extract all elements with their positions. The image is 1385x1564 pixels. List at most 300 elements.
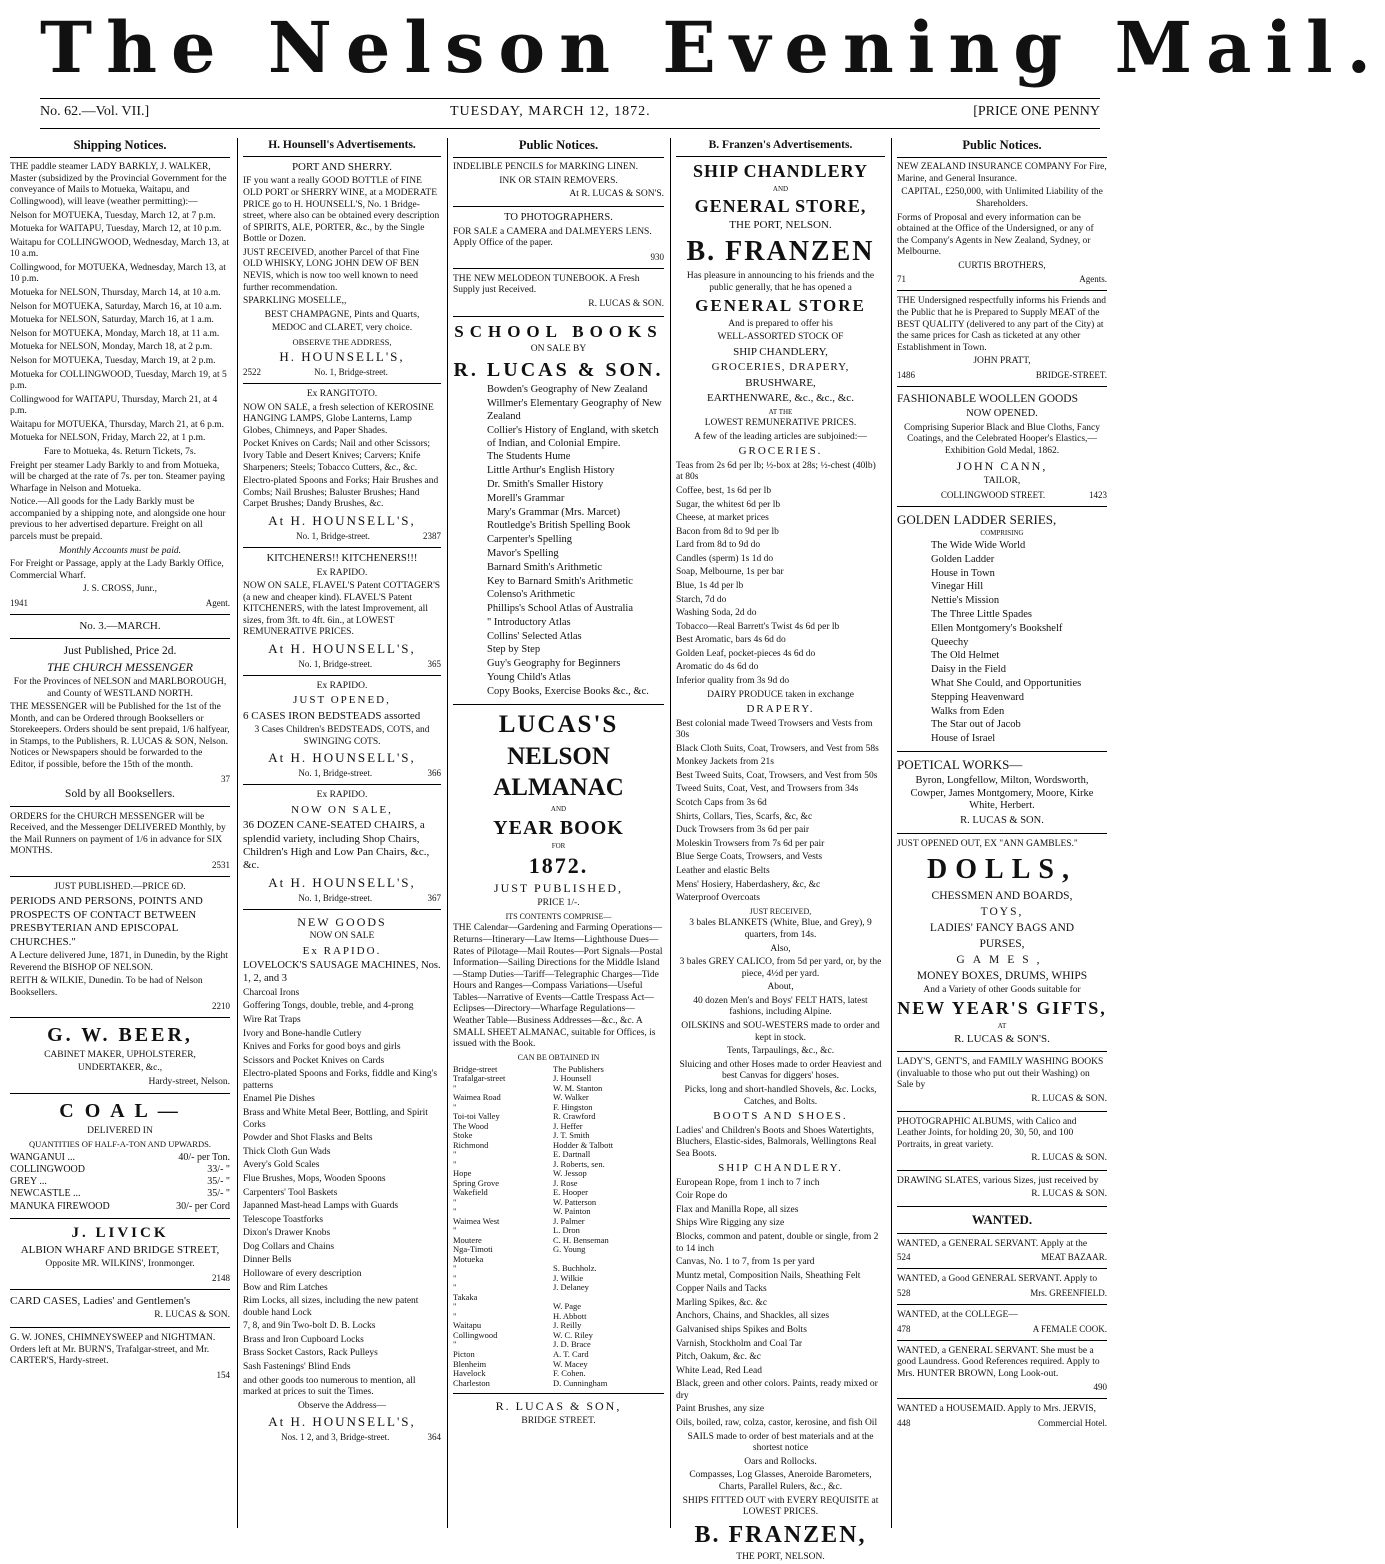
hounsell-item: Goffering Tongs, double, treble, and 4-prong xyxy=(243,1001,414,1012)
lucas-sons: R. LUCAS & SON'S. xyxy=(954,1032,1050,1045)
melodeon: THE NEW MELODEON TUNEBOOK. A Fresh Supply just Received. xyxy=(453,273,640,296)
fitted-out: SHIPS FITTED OUT with EVERY REQUISITE at LOWEST PRICES. xyxy=(682,1495,879,1518)
pratt: JOHN PRATT, xyxy=(973,356,1031,367)
albums-by: R. LUCAS & SON. xyxy=(1031,1153,1107,1164)
few-articles: A few of the leading articles are subjoined:— xyxy=(694,431,867,442)
agent-place: " xyxy=(453,1263,457,1274)
agent-name: J. Rose xyxy=(553,1177,578,1188)
melodeon-by: R. LUCAS & SON. xyxy=(588,299,664,310)
masthead xyxy=(0,0,1385,96)
pratt-line xyxy=(897,370,1107,381)
chandlery: SHIP CHANDLERY, xyxy=(733,346,828,359)
grocery-item: Best Aromatic, bars 4s 6d do xyxy=(676,635,786,646)
notice-text: Notice.—All goods for the Lady Barkly must be accompanied by a shipping note, and alongside one hour previous to her advertised departure. Freight on all parcels must be prepaid. xyxy=(10,497,226,543)
wanted-address: Mrs. GREENFIELD. xyxy=(1030,1288,1107,1299)
poets: Byron, Longfellow, Milton, Wordsworth, Cowper, James Montgomery, Moore, Kirke White, Herbert. xyxy=(910,774,1094,812)
column-divider xyxy=(891,138,892,1528)
albums: PHOTOGRAPHIC ALBUMS, with Calico and Leather Joints, for holding 20, 30, 50, and 100 Portraits, in great variety. xyxy=(897,1116,1077,1150)
coal-name: NEWCASTLE ... xyxy=(10,1188,81,1200)
agent-label: Agent. xyxy=(205,597,230,608)
agent-name: E. Hooper xyxy=(553,1187,588,1198)
observe-address: OBSERVE THE ADDRESS, xyxy=(292,336,392,347)
forms: Forms of Proposal and every information can be obtained at the Office of the Undersigned, or any of the Company's Agents in New Zealand, Sydney, or Melbourne. xyxy=(897,212,1094,258)
ship-intro: THE paddle steamer LADY BARKLY, J. WALKER, Master (subsidized by the Provincial Government for the conveyance of Mails to Motueka, Waitapu, and Collingwood), will leave (weather permitting):— xyxy=(10,162,227,207)
lamps-text: NOW ON SALE, a fresh selection of KEROSINE HANGING LAMPS, Globe Lanterns, Lamp Globes, Chimneys, and Paper Shades. xyxy=(243,402,434,436)
oilskins: OILSKINS and SOU-WESTERS made to order and kept in stock. xyxy=(681,1021,880,1043)
drapery-item: Best colonial made Tweed Trowsers and Vests from 30s xyxy=(676,718,873,741)
column-header: Shipping Notices. xyxy=(10,138,230,158)
hounsell-name: At H. HOUNSELL'S, xyxy=(268,874,416,890)
golden-ladder: GOLDEN LADDER SERIES, xyxy=(897,511,1057,527)
picks: Picks, long and short-handled Shovels, &c. Locks, Catches, and Bolts. xyxy=(684,1084,877,1107)
groceries-header: GROCERIES. xyxy=(738,445,823,458)
ex-rapido: Ex RAPIDO. xyxy=(316,680,368,691)
grocery-item: Washing Soda, 2d do xyxy=(676,608,757,619)
franzen-name: B. FRANZEN xyxy=(686,235,875,267)
agent-name: D. Cunningham xyxy=(553,1377,608,1388)
grocery-item: Candles (sperm) 1s 1d do xyxy=(676,553,774,564)
kitcheners: KITCHENERS!! KITCHENERS!!! xyxy=(266,552,418,564)
hounsell-item: 7, 8, and 9in Two-bolt D. B. Locks xyxy=(243,1321,376,1332)
oars: Oars and Rollocks. xyxy=(744,1456,817,1467)
grocery-item: Tobacco—Real Barrett's Twist 4s 6d per lb xyxy=(676,621,840,632)
cann-address: COLLINGWOOD STREET. xyxy=(940,489,1046,500)
about: About, xyxy=(767,982,794,993)
ladies: LADIES' FANCY BAGS AND xyxy=(929,921,1075,934)
slates: DRAWING SLATES, various Sizes, just received by xyxy=(897,1175,1099,1186)
coal-name: COLLINGWOOD xyxy=(10,1163,85,1175)
column-shipping xyxy=(10,138,230,1528)
just-opened: JUST OPENED, xyxy=(293,694,391,707)
agent-place: Moutere xyxy=(453,1234,482,1245)
chandlery-item: Oils, boiled, raw, colza, castor, kerosine, and fish Oil xyxy=(676,1418,878,1429)
chandlery-item: Pitch, Oakum, &c. &c xyxy=(676,1352,761,1363)
general-store: GENERAL STORE xyxy=(695,296,866,316)
boots-header: BOOTS AND SHOES. xyxy=(713,1110,848,1123)
chandlery-list xyxy=(676,1178,885,1430)
agent-place: Charleston xyxy=(453,1377,490,1388)
drapery-item: Monkey Jackets from 21s xyxy=(676,757,774,768)
hounsell-address: No. 1, Bridge-street. xyxy=(298,892,373,903)
passage-text: For Freight or Passage, apply at the Lady Barkly Office, Commercial Wharf. xyxy=(10,559,224,581)
medoc: MEDOC and CLARET, very choice. xyxy=(271,323,413,334)
hounsell-item: Bow and Rim Latches xyxy=(243,1282,328,1293)
agent-place: " xyxy=(453,1225,457,1236)
agent-name: C. H. Benseman xyxy=(553,1234,609,1245)
dateline-rule xyxy=(40,128,1100,129)
almanac-nelson: NELSON ALMANAC xyxy=(493,743,624,801)
franzen-footer: B. FRANZEN, xyxy=(694,1521,867,1548)
comprising: COMPRISING xyxy=(980,529,1024,538)
and-label: AND xyxy=(772,184,789,193)
golden-ladder-item: Queechy xyxy=(931,636,969,648)
on-sale-by: ON SALE BY xyxy=(530,344,587,355)
ad-number: 2522 xyxy=(243,367,261,378)
hounsell-address: No. 1, Bridge-street. xyxy=(296,530,370,541)
dolls: DOLLS, xyxy=(927,853,1077,885)
issue-price: [PRICE ONE PENNY xyxy=(973,104,1100,119)
hounsell-item: Wire Rat Traps xyxy=(243,1015,301,1025)
hounsell-item: Dog Collars and Chains xyxy=(243,1241,335,1252)
contents-text: THE Calendar—Gardening and Farming Operations—Returns—Itinerary—Law Items—Lighthouse Dues—Rates of Pilotage—Mail Routes—Port Signals—Postal Information—Sailing Directions for the Middle Island—Stamp Duties—Tariff—Telegraphic Charges—Tide Hours and Ranges—Compass Variations—Useful Tables—Narrative of Events—Cattle Trespass Act—Eclipses—Directory—Wharfage Regulations—Weather Table—Business Addresses—&c., &c. A SMALL SHEET ALMANAC, suitable for Offices, is issued with the Book. xyxy=(453,923,663,1050)
beer-trade: CABINET MAKER, UPHOLSTERER, xyxy=(44,1049,196,1060)
tailor: TAILOR, xyxy=(983,476,1021,487)
golden-ladder-item: What She Could, and Opportunities xyxy=(931,677,1082,689)
grocery-item: Teas from 2s 6d per lb; ½-box at 28s; ½-chest (40lb) at 80s xyxy=(676,460,876,483)
agent-place: Hope xyxy=(453,1168,472,1179)
book-item: Copy Books, Exercise Books &c., &c. xyxy=(487,685,649,697)
observe2: Observe the Address— xyxy=(297,1400,387,1411)
almanac-price: PRICE 1/-. xyxy=(537,898,580,909)
compasses: Compasses, Log Glasses, Aneroide Barometers, Charts, Parallel Rulers, &c., &c. xyxy=(689,1470,872,1492)
freight-text: Freight per steamer Lady Barkly to and from Motueka, will be charged at the rate of 7s. per ton. Steamer paying Wharfage in Nelson and Motueka. xyxy=(10,460,225,494)
hounsell-item: Enamel Pie Dishes xyxy=(243,1094,315,1105)
provinces: For the Provinces of NELSON and MARLBOROUGH, and County of WESTLAND NORTH. xyxy=(13,676,227,699)
almanac-for: FOR xyxy=(551,842,566,851)
coal-price-row xyxy=(10,1176,230,1188)
felt-hats: 40 dozen Men's and Boys' FELT HATS, latest fashions, including Alpine. xyxy=(693,995,868,1018)
sailing-item: Nelson for MOTUEKA, Tuesday, March 19, at 2 p.m. xyxy=(10,355,216,366)
coal-price: 33/- " xyxy=(207,1163,230,1175)
cann-line xyxy=(897,490,1107,501)
jones-text: G. W. JONES, CHIMNEYSWEEP and NIGHTMAN. Orders left at Mr. BURN'S, Trafalgar-street, and Mr. CARTER'S, Hardy-street. xyxy=(10,1332,216,1367)
games: GAMES, xyxy=(956,953,1048,966)
chessmen: CHESSMEN AND BOARDS, xyxy=(931,889,1073,902)
column-header: Public Notices. xyxy=(453,138,664,158)
agent-name: L. Dron xyxy=(553,1225,580,1236)
hounsell-name: At H. HOUNSELL'S, xyxy=(268,641,416,656)
hounsell-address: No. 1, Bridge-street. xyxy=(314,367,388,378)
pratt-address: BRIDGE-STREET. xyxy=(1035,369,1107,380)
book-item: Key to Barnard Smith's Arithmetic xyxy=(487,575,633,587)
woollen-open: NOW OPENED. xyxy=(966,407,1038,419)
ad-number: 930 xyxy=(650,251,664,262)
masthead-rule xyxy=(40,98,1100,99)
ex-rapido: Ex RAPIDO. xyxy=(316,567,368,578)
sailing-item: Motueka for NELSON, Friday, March 22, at 1 p.m. xyxy=(10,433,206,444)
coal-name: GREY ... xyxy=(10,1176,47,1188)
agent-place: " xyxy=(453,1301,457,1312)
agent-name: J. Reilly xyxy=(553,1320,582,1331)
variety: And a Variety of other Goods suitable for xyxy=(923,984,1081,995)
hounsell-line xyxy=(243,659,441,670)
flavel-text: NOW ON SALE, FLAVEL'S Patent COTTAGER'S (a new and cheaper kind). FLAVEL'S Patent KITCHENERS, with the latest Improvement, all sizes, from 3ft. to 4ft. 6in., at LOWEST REMUNERATIVE PRICES. xyxy=(243,581,441,638)
sailing-item: Motueka for WAITAPU, Tuesday, March 12, at 10 p.m. xyxy=(10,224,222,235)
coal-sub: DELIVERED IN xyxy=(87,1125,153,1136)
grocery-item: Golden Leaf, pocket-pieces 4s 6d do xyxy=(676,648,816,659)
indelible: INDELIBLE PENCILS for MARKING LINEN. xyxy=(453,162,638,173)
issue-number: No. 62.—Vol. VII.] xyxy=(40,104,150,119)
hounsell-address: No. 1, Bridge-street. xyxy=(298,658,373,669)
hounsell-item: Rim Locks, all sizes, including the new patent double hand Lock xyxy=(243,1296,419,1318)
agent-name: R. Crawford xyxy=(553,1111,596,1122)
lovelock: LOVELOCK'S SAUSAGE MACHINES, Nos. 1, 2, and 3 xyxy=(243,960,441,985)
column-public-notices-2 xyxy=(897,138,1107,1528)
grocery-item: Lard from 8d to 9d do xyxy=(676,540,761,551)
washing-books: LADY'S, GENT'S, and FAMILY WASHING BOOKS (invaluable to those who put out their Washing) on Sale by xyxy=(897,1057,1104,1091)
livick-address: ALBION WHARF AND BRIDGE STREET, xyxy=(20,1243,220,1256)
contents-header: ITS CONTENTS COMPRISE— xyxy=(505,911,612,921)
sailing-item: Motueka for NELSON, Monday, March 18, at 2 p.m. xyxy=(10,342,213,353)
monthly-text: Monthly Accounts must be paid. xyxy=(59,545,181,556)
livick-name: J. LIVICK xyxy=(71,1224,169,1241)
almanac-and: AND xyxy=(550,805,567,814)
franzen-footer-address: THE PORT, NELSON. xyxy=(736,1551,825,1562)
card-cases-by: R. LUCAS & SON. xyxy=(154,1310,230,1321)
agent-place: Havelock xyxy=(453,1368,486,1379)
wanted-5-line xyxy=(897,1418,1107,1429)
agent-name: J. Delaney xyxy=(553,1282,589,1293)
ad-number: 524 xyxy=(897,1252,911,1263)
beer-name: G. W. BEER, xyxy=(47,1024,193,1047)
drapery-header: DRAPERY. xyxy=(746,703,815,716)
ad-number: 2531 xyxy=(212,859,230,870)
sailing-item: Nelson for MOTUEKA, Tuesday, March 12, at 7 p.m. xyxy=(10,210,216,221)
coal-price-row xyxy=(10,1164,230,1176)
lucas-footer: R. LUCAS & SON, xyxy=(495,1399,622,1414)
capital: CAPITAL, £250,000, with Unlimited Liability of the Shareholders. xyxy=(901,187,1103,209)
agent-name: J. Wilkie xyxy=(553,1272,584,1283)
agent-name: W. Jessop xyxy=(553,1168,587,1179)
agent-place: Waimea Road xyxy=(453,1092,501,1103)
dateline xyxy=(40,104,1100,124)
tents: Tents, Tarpaulings, &c., &c. xyxy=(726,1046,835,1057)
issue-date: TUESDAY, MARCH 12, 1872. xyxy=(450,104,651,119)
ad-number: 367 xyxy=(427,892,441,903)
ad-number: 2148 xyxy=(212,1272,230,1283)
agent-row xyxy=(453,1245,664,1255)
photographers: TO PHOTOGRAPHERS. xyxy=(504,211,613,223)
column-header: Public Notices. xyxy=(897,138,1107,158)
agent-name: J. T. Smith xyxy=(553,1130,590,1141)
wanted-header: WANTED. xyxy=(971,1212,1033,1228)
book-item: Collier's History of England, with sketch of Indian, and Colonial Empire. xyxy=(487,424,659,449)
hounsell-item: Japanned Mast-head Lamps with Guards xyxy=(243,1201,399,1212)
agent-name: J. Hounsell xyxy=(553,1073,592,1084)
sluicing: Sluicing and other Hoses made to order Heaviest and best Canvas for diggers' hoses. xyxy=(679,1059,882,1082)
agent-table xyxy=(453,1065,664,1389)
toys: TOYS, xyxy=(980,905,1024,918)
calico: 3 bales GREY CALICO, from 5d per yard, or, by the piece, 4½d per yard. xyxy=(679,957,882,979)
column-hounsell xyxy=(243,138,441,1528)
knives-text: Pocket Knives on Cards; Nail and other Scissors; Ivory Table and Desert Knives; Carvers; Knife Sharpeners; Steels; Tobacco Cutters, &c., &c. xyxy=(243,439,431,473)
agent-place: " xyxy=(453,1149,457,1160)
ad-number: 448 xyxy=(897,1417,911,1428)
ex-rangitoto: Ex RANGITOTO. xyxy=(306,389,378,400)
messenger-body: THE MESSENGER will be Published for the 1st of the Month, and can be Ordered through Booksellers or Storekeepers. Orders should be sent prepaid, 1/6 halfyear, in Stamps, to the Publishers, R. LUCAS & SON, Nelson. Notices or Newspapers should be forwarded to the Editor, if possible, before the 15th of the month. xyxy=(10,702,230,770)
golden-ladder-item: Daisy in the Field xyxy=(931,664,1006,676)
hounsell-item: Thick Cloth Gun Wads xyxy=(243,1146,331,1157)
ink-at: At R. LUCAS & SON'S. xyxy=(569,189,664,200)
book-item: Guy's Geography for Beginners xyxy=(487,658,621,670)
column-public-notices xyxy=(453,138,664,1528)
chandlery-item: Muntz metal, Composition Nails, Sheathing Felt xyxy=(676,1270,861,1281)
nz-insurance: NEW ZEALAND INSURANCE COMPANY For Fire, Marine, and General Insurance. xyxy=(897,162,1107,184)
periods-title: PERIODS AND PERSONS, POINTS AND PROSPECTS OF CONTACT BETWEEN PRESBYTERIAN AND EPISCOPAL CHURCHES." xyxy=(10,895,203,948)
agent-name: W. Macey xyxy=(553,1358,588,1369)
camera: FOR SALE a CAMERA and DALMEYERS LENS. Apply Office of the paper. xyxy=(453,226,652,249)
cots: 3 Cases Children's BEDSTEADS, COTS, and SWINGING COTS. xyxy=(254,725,430,747)
port-sherry: PORT AND SHERRY. xyxy=(291,161,393,174)
column-header: B. Franzen's Advertisements. xyxy=(676,138,885,157)
now-on-sale: NOW ON SALE, xyxy=(291,803,393,816)
ad-number: 478 xyxy=(897,1323,911,1334)
column-header: H. Hounsell's Advertisements. xyxy=(243,138,441,157)
column-divider xyxy=(447,138,448,1528)
wanted-3-line xyxy=(897,1324,1107,1335)
coal-price-row xyxy=(10,1188,230,1200)
ad-number: 365 xyxy=(427,658,441,669)
sailing-item: Nelson for MOTUEKA, Monday, March 18, at 11 a.m. xyxy=(10,328,220,339)
agent-name: W. Painton xyxy=(553,1206,591,1217)
chandlery-item: Flax and Manilla Rope, all sizes xyxy=(676,1204,799,1215)
grocery-list xyxy=(676,461,885,688)
chandlery-item: Copper Nails and Tacks xyxy=(676,1284,767,1295)
agent-name: F. Hingston xyxy=(553,1101,593,1112)
agent-row xyxy=(453,1379,664,1389)
book-list xyxy=(453,384,664,698)
chandlery-item: Varnish, Stockholm and Coal Tar xyxy=(676,1338,803,1349)
book-item: Carpenter's Spelling xyxy=(487,534,572,546)
drapery-item: Tweed Suits, Coat, Vest, and Trowsers from 34s xyxy=(676,784,859,795)
agent-name: Hodder & Talbott xyxy=(553,1139,614,1150)
lucas-footer-address: BRIDGE STREET. xyxy=(521,1415,596,1426)
chandlery-item: Galvanised ships Spikes and Bolts xyxy=(676,1325,807,1336)
golden-ladder-item: Walks from Eden xyxy=(931,705,1005,717)
coal-price-row xyxy=(10,1201,230,1213)
coal-price: 35/- " xyxy=(207,1188,230,1200)
book-item: Morell's Grammar xyxy=(487,492,565,504)
brushware: BRUSHWARE, xyxy=(745,376,816,389)
coal-price: 40/- per Ton. xyxy=(178,1151,230,1163)
hounsell-item: Avery's Gold Scales xyxy=(243,1160,320,1171)
agent-place: " xyxy=(453,1206,457,1217)
woollen-goods: FASHIONABLE WOOLLEN GOODS xyxy=(897,392,1079,405)
ship-chandlery-title: SHIP CHANDLERY xyxy=(693,161,868,182)
hounsell-address: Nos. 1 2, and 3, Bridge-street. xyxy=(281,1432,390,1443)
chandlery-item: White Lead, Red Lead xyxy=(676,1365,762,1376)
chandlery-item: European Rope, from 1 inch to 7 inch xyxy=(676,1177,820,1188)
agent-name: H. Abbott xyxy=(553,1310,587,1321)
meat-text: THE Undersigned respectfully informs his Friends and the Public that he is Prepared to Supply MEAT of the BEST QUALITY (delivered to any part of the City) at the same prices for Cash as ticketed at any other Establishment in Town. xyxy=(897,296,1106,353)
fare-text: Fare to Motueka, 4s. Return Tickets, 7s. xyxy=(44,446,196,457)
wanted-address: MEAT BAZAAR. xyxy=(1041,1252,1107,1263)
woollen-body: Comprising Superior Black and Blue Cloths, Fancy Coatings, and the Celebrated Hooper's Elastics,—Exhibition Gold Medal, 1862. xyxy=(903,422,1101,456)
new-year-gifts: NEW YEAR'S GIFTS, xyxy=(897,998,1107,1019)
beer-trade2: UNDERTAKER, &c., xyxy=(77,1063,163,1074)
book-item: Phillips's School Atlas of Australia xyxy=(487,603,633,615)
wanted-1-line xyxy=(897,1252,1107,1263)
ad-number: 1486 xyxy=(897,369,915,380)
book-item: Bowden's Geography of New Zealand xyxy=(487,384,648,396)
drapery-item: Mens' Hosiery, Haberdashery, &c, &c xyxy=(676,879,821,890)
hounsell-address: No. 1, Bridge-street. xyxy=(298,768,373,779)
grocery-item: Soap, Melbourne, 1s per bar xyxy=(676,567,784,578)
pleasure-text: Has pleasure in announcing to his friends and the public generally, that he has opened a xyxy=(686,271,875,293)
golden-ladder-list xyxy=(897,540,1107,746)
agent-place: The Wood xyxy=(453,1120,489,1131)
wanted-4: WANTED, a GENERAL SERVANT. She must be a good Laundress. Good References required. Apply to Mrs. HUNTER BROWN, Long Look-out. xyxy=(897,1345,1100,1379)
pub-6d: JUST PUBLISHED.—PRICE 6D. xyxy=(54,881,186,892)
moselle: SPARKLING MOSELLE,, xyxy=(243,296,347,307)
book-item: Step by Step xyxy=(487,644,541,656)
book-item: Willmer's Elementary Geography of New Zealand xyxy=(487,398,662,422)
almanac-published: JUST PUBLISHED, xyxy=(493,881,624,896)
golden-ladder-item: Ellen Montgomery's Bookshelf xyxy=(931,622,1063,634)
agent-place: Waitapu xyxy=(453,1320,482,1331)
grocery-item: Starch, 7d do xyxy=(676,594,727,605)
agent-name: S. Buchholz. xyxy=(553,1263,597,1274)
grocery-item: Aromatic do 4s 6d do xyxy=(676,662,759,673)
school-books: SCHOOL BOOKS xyxy=(454,321,663,341)
agent-name: A. T. Card xyxy=(553,1348,589,1359)
signer: J. S. CROSS, Junr., xyxy=(83,584,157,595)
agent-place: Stoke xyxy=(453,1130,473,1141)
hounsell-item: Carpenters' Tool Baskets xyxy=(243,1187,338,1198)
drapery-item: Scotch Caps from 3s 6d xyxy=(676,798,767,809)
grocery-item: Blue, 1s 4d per lb xyxy=(676,580,744,591)
agent-name: The Publishers xyxy=(553,1063,604,1074)
hounsell-line xyxy=(243,531,441,542)
book-item: Young Child's Atlas xyxy=(487,672,571,684)
column-franzen xyxy=(676,138,885,1562)
agent-place: Bridge-street xyxy=(453,1063,498,1074)
hounsell-item: Ivory and Bone-handle Cutlery xyxy=(243,1028,362,1039)
hounsell-name: At H. HOUNSELL'S, xyxy=(268,512,416,528)
coal-name: WANGANUI ... xyxy=(10,1151,75,1163)
agent-name: J. Roberts, sen. xyxy=(553,1158,605,1169)
agent-place: " xyxy=(453,1282,457,1293)
sailing-item: Motueka for COLLINGWOOD, Tuesday, March 19, at 5 p.m. xyxy=(10,369,227,392)
chandlery-header: SHIP CHANDLERY. xyxy=(718,1162,843,1175)
wanted-2-line xyxy=(897,1288,1107,1299)
golden-ladder-item: The Old Helmet xyxy=(931,650,1000,662)
wanted-address: A FEMALE COOK. xyxy=(1032,1323,1107,1334)
ex-rapido: Ex RAPIDO. xyxy=(302,944,382,957)
agent-name: E. Dartnall xyxy=(553,1149,591,1160)
agent-place: " xyxy=(453,1082,457,1093)
assorted: WELL-ASSORTED STOCK OF xyxy=(717,332,844,343)
book-item: Little Arthur's English History xyxy=(487,465,615,477)
livick-opposite: Opposite MR. WILKINS', Ironmonger. xyxy=(45,1259,195,1270)
sailing-item: Waitapu for MOTUEKA, Thursday, March 21, at 6 p.m. xyxy=(10,419,224,430)
ad-number: 366 xyxy=(427,768,441,779)
agent-place: Takaka xyxy=(453,1291,478,1302)
almanac-lucas: LUCAS'S xyxy=(498,710,619,738)
wanted-1: WANTED, a GENERAL SERVANT. Apply at the xyxy=(897,1238,1088,1249)
electro-text: Electro-plated Spoons and Forks; Hair Brushes and Combs; Nail Brushes; Baluster Brushes; Hand Carpet Brushes; Dandy Brushes, &c. xyxy=(243,476,439,510)
general-store-title: GENERAL STORE, xyxy=(694,195,867,216)
beer-address: Hardy-street, Nelson. xyxy=(148,1076,230,1087)
column-divider xyxy=(237,138,238,1528)
agent-place: Waimea West xyxy=(453,1215,500,1226)
chandlery-item: Black, green and other colors. Paints, ready mixed or dry xyxy=(676,1379,878,1401)
grocery-item: Cheese, at market prices xyxy=(676,513,769,524)
drapery-item: Shirts, Collars, Ties, Scarfs, &c, &c xyxy=(676,811,813,822)
hounsell-item: Flue Brushes, Mops, Wooden Spoons xyxy=(243,1173,386,1184)
book-item: Mavor's Spelling xyxy=(487,547,559,559)
agent-name: J. D. Brace xyxy=(553,1339,591,1350)
agent-place: " xyxy=(453,1101,457,1112)
column-divider xyxy=(670,138,671,1528)
obtained-in: CAN BE OBTAINED IN xyxy=(517,1052,600,1062)
grocery-item: Sugar, the whitest 6d per lb xyxy=(676,499,781,510)
purses: PURSES, xyxy=(979,937,1025,950)
sailing-item: Motueka for NELSON, Saturday, March 16, at 1 a.m. xyxy=(10,315,214,326)
church-messenger-title: THE CHURCH MESSENGER xyxy=(47,660,193,675)
ad-number: 2387 xyxy=(422,530,441,541)
lecture-text: A Lecture delivered June, 1871, in Dunedin, by the Right Reverend the BISHOP OF NELSON. xyxy=(10,951,228,973)
